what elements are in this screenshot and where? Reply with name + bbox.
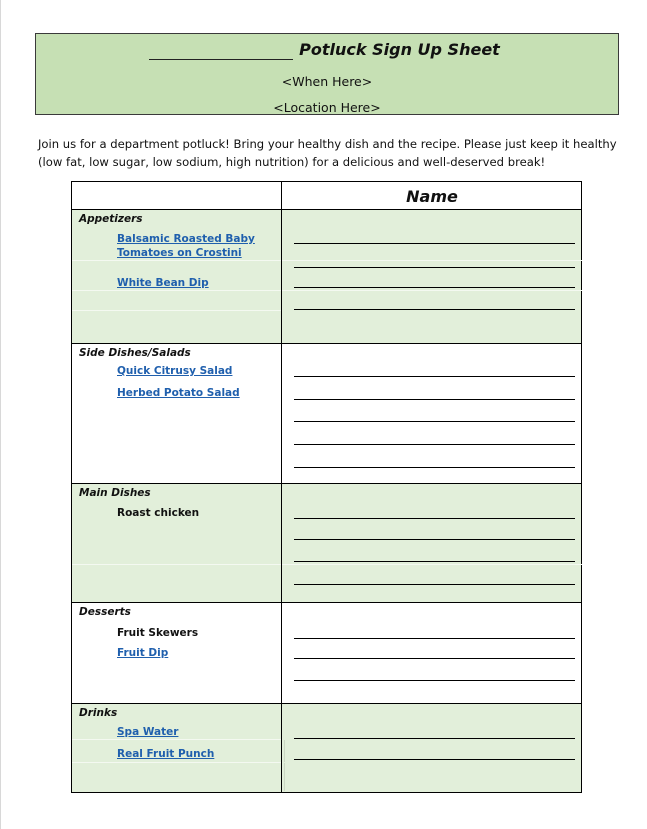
table-header-row [72, 182, 581, 210]
signature-line[interactable] [294, 467, 575, 468]
section-desserts [72, 603, 581, 704]
dish-link[interactable]: Fruit Dip [117, 647, 169, 659]
signup-table [71, 181, 582, 793]
row-divider [72, 762, 281, 763]
signature-line[interactable] [294, 287, 575, 288]
dish-name: Roast chicken [117, 507, 200, 519]
section-appetizers [72, 210, 581, 344]
signature-line[interactable] [294, 518, 575, 519]
title-row [36, 40, 618, 60]
title-blank-line[interactable] [149, 41, 293, 60]
section-title: Side Dishes/Salads [79, 347, 191, 359]
row-divider [282, 564, 582, 565]
section-side-dishes [72, 344, 581, 484]
signature-line[interactable] [294, 399, 575, 400]
signature-line[interactable] [294, 561, 575, 562]
dish-link[interactable]: Balsamic Roasted Baby [117, 233, 255, 245]
signature-line[interactable] [294, 658, 575, 659]
row-divider [72, 564, 281, 565]
signature-line[interactable] [294, 680, 575, 681]
signature-line[interactable] [294, 738, 575, 739]
row-divider [72, 290, 281, 291]
header-box [35, 33, 619, 115]
row-divider [72, 260, 281, 261]
section-main-dishes [72, 484, 581, 603]
dish-link[interactable]: Quick Citrusy Salad [117, 365, 233, 377]
dish-name: Fruit Skewers [117, 627, 199, 639]
dish-link[interactable]: Tomatoes on Crostini [117, 247, 242, 259]
page-title: Potluck Sign Up Sheet [299, 40, 500, 59]
row-divider [282, 260, 582, 261]
section-title: Appetizers [79, 213, 143, 225]
row-divider [282, 290, 582, 291]
signature-line[interactable] [294, 638, 575, 639]
signature-line[interactable] [294, 267, 575, 268]
intro-paragraph: Join us for a department potluck! Bring your healthy dish and the recipe. Please just keep it healthy (low fat, low sugar, low sodium, high nutrition) for a delicious and well-deserved break! [38, 137, 617, 169]
signature-line[interactable] [294, 444, 575, 445]
dish-link[interactable]: Herbed Potato Salad [117, 387, 240, 399]
signature-line[interactable] [294, 584, 575, 585]
dish-link[interactable]: Spa Water [117, 726, 179, 738]
location-placeholder[interactable]: <Location Here> [273, 100, 381, 115]
signature-line[interactable] [294, 421, 575, 422]
signature-line[interactable] [294, 759, 575, 760]
signature-line[interactable] [294, 243, 575, 244]
section-title: Main Dishes [79, 487, 151, 499]
page-edge [0, 0, 1, 829]
section-title: Desserts [79, 606, 131, 618]
dish-link[interactable]: White Bean Dip [117, 277, 209, 289]
signature-line[interactable] [294, 376, 575, 377]
row-divider [72, 310, 281, 311]
cell-divider [284, 763, 285, 791]
when-placeholder[interactable]: <When Here> [281, 74, 373, 89]
section-drinks [72, 704, 581, 792]
column-divider [281, 182, 282, 792]
name-column-header: Name [406, 187, 458, 206]
signature-line[interactable] [294, 309, 575, 310]
cell-divider [284, 740, 285, 762]
section-title: Drinks [79, 707, 118, 719]
row-divider [72, 739, 281, 740]
signature-line[interactable] [294, 539, 575, 540]
dish-link[interactable]: Real Fruit Punch [117, 748, 215, 760]
